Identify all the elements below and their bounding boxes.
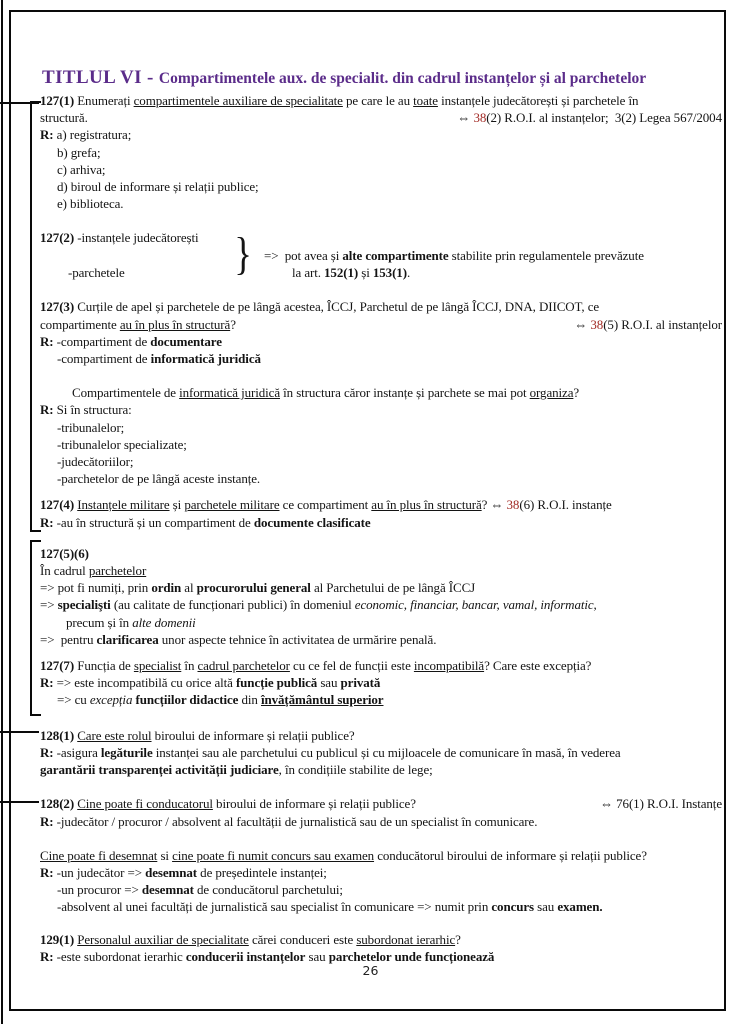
vertical-gap bbox=[40, 709, 722, 727]
text-line: R: -asigura legăturile instanței sau ale parchetului cu publicul și cu mijloacele de comunicare în masă, în vederea bbox=[40, 744, 621, 760]
text-line: => specialişti (au calitate de funcționari publici) în domeniul economic, financiar, bancar, vamal, informatic, bbox=[40, 597, 597, 613]
text-line: -parchetelor de pe lângă aceste instanțe. bbox=[57, 471, 261, 487]
text-line: garantării transparenței activității judiciare, în condițiile stabilite de lege; bbox=[40, 762, 433, 778]
line-left-text: structură. bbox=[40, 110, 88, 126]
text-line: b) grefa; bbox=[57, 144, 101, 160]
cross-reference: ⇔ 76(1) R.O.I. Instanțe bbox=[600, 796, 722, 812]
text-line: 127(7) Funcția de specialist în cadrul parchetelor cu ce fel de funcții este incompatibilă? Care este excepția? bbox=[40, 658, 592, 674]
text-line: -absolvent al unei facultăți de jurnalistică sau specialist în comunicare => numit prin concurs sau examen. bbox=[57, 899, 603, 915]
text-line: 129(1) Personalul auxiliar de specialitate cărei conduceri este subordonat ierarhic? bbox=[40, 931, 461, 947]
text-line: R: -un judecător => desemnat de președintele instanței; bbox=[40, 864, 327, 880]
vertical-gap bbox=[40, 648, 722, 657]
text-line: În cadrul parchetelor bbox=[40, 563, 147, 579]
document-content bbox=[40, 92, 722, 965]
line-left-text: compartimente au în plus în structură? bbox=[40, 316, 236, 332]
margin-marker-line bbox=[0, 731, 39, 733]
text-line: Cine poate fi desemnat si cine poate fi numit concurs sau examen conducătorul biroului de informare și relații publice? bbox=[40, 847, 647, 863]
vertical-gap bbox=[40, 778, 722, 795]
text-line: R: -judecător / procuror / absolvent al facultății de jurnalistică sau de un specialist în comunicare. bbox=[40, 813, 538, 829]
title-prefix: TITLUL VI - bbox=[42, 67, 159, 88]
text-line: la art. 152(1) și 153(1). bbox=[291, 264, 411, 280]
text-line: -judecătoriilor; bbox=[57, 454, 134, 470]
page-number: 26 bbox=[362, 963, 379, 978]
text-line: R: -au în structură și un compartiment de documente clasificate bbox=[40, 514, 371, 530]
text-line: R: a) registratura; bbox=[40, 127, 132, 143]
text-line: -un procuror => desemnat de conducătorul parchetului; bbox=[57, 882, 343, 898]
text-line: 127(1) Enumerați compartimentele auxiliare de specialitate pe care le au toate instanțele judecătorești și parchetele în bbox=[40, 93, 639, 108]
vertical-gap bbox=[40, 367, 722, 384]
text-line: 127(2) -instanțele judecătorești bbox=[40, 230, 199, 246]
text-line: -tribunalelor; bbox=[57, 419, 125, 435]
text-line-with-reference bbox=[40, 109, 722, 126]
text-line: precum și în alte domenii bbox=[66, 614, 196, 630]
brace-group bbox=[40, 229, 722, 281]
line-left-text: 128(2) Cine poate fi conducatorul biroului de informare și relații publice? bbox=[40, 796, 416, 812]
vertical-gap bbox=[40, 830, 722, 847]
page-title bbox=[42, 54, 646, 91]
vertical-gap bbox=[40, 487, 722, 496]
text-line: R: -compartiment de documentare bbox=[40, 333, 222, 349]
text-line: d) biroul de informare și relații publice; bbox=[57, 179, 259, 195]
text-line: => cu excepția funcțiilor didactice din învățământul superior bbox=[57, 692, 384, 708]
text-line: -compartiment de informatică juridică bbox=[57, 351, 261, 367]
text-line-with-reference bbox=[40, 795, 722, 812]
text-line: -tribunalelor specializate; bbox=[57, 436, 187, 452]
text-line: => pentru clarificarea unor aspecte tehnice în activitatea de urmărire penală. bbox=[40, 631, 437, 647]
text-line: => pot fi numiți, prin ordin al procurorului general al Parchetului de pe lângă ÎCCJ bbox=[40, 580, 476, 596]
cross-reference: ⇔ 38(2) R.O.I. al instanțelor; 3(2) Legea 567/2004 bbox=[457, 110, 722, 126]
text-line: -parchetele bbox=[68, 265, 125, 281]
title-main: Compartimentele aux. de specialit. din cadrul instanțelor și al parchetelor bbox=[158, 70, 647, 87]
text-line: e) biblioteca. bbox=[57, 196, 124, 212]
curly-brace-icon: } bbox=[234, 228, 252, 280]
cross-reference: ⇔ 38(5) R.O.I. al instanțelor bbox=[574, 316, 722, 332]
text-line: 127(3) Curțile de apel și parchetele de pe lângă acestea, ÎCCJ, Parchetul de pe lângă ÎCCJ, DNA, DIICOT, ce bbox=[40, 299, 600, 315]
text-line: Compartimentele de informatică juridică în structura căror instanțe și parchete se mai pot organiza? bbox=[72, 385, 580, 401]
vertical-gap bbox=[40, 281, 722, 298]
text-line: R: => este incompatibilă cu orice altă funcție publică sau privată bbox=[40, 675, 381, 691]
text-line: 128(1) Care este rolul biroului de informare și relații publice? bbox=[40, 727, 355, 743]
text-line: => pot avea și alte compartimente stabilite prin regulamentele prevăzute bbox=[263, 247, 644, 263]
vertical-gap bbox=[40, 212, 722, 229]
vertical-gap bbox=[40, 916, 722, 931]
text-line-with-reference bbox=[40, 316, 722, 333]
brace-right-column bbox=[264, 229, 644, 281]
text-line: 127(4) Instanțele militare și parchetele militare ce compartiment au în plus în structură? ⇔ 38(6) R.O.I. instanțe bbox=[40, 497, 612, 513]
text-line: c) arhiva; bbox=[57, 161, 106, 177]
text-line: R: Si în structura: bbox=[40, 402, 132, 418]
vertical-gap bbox=[40, 531, 722, 545]
brace-left-column bbox=[40, 229, 232, 281]
text-line: R: -este subordonat ierarhic conducerii instanțelor sau parchetelor unde funcționează bbox=[40, 948, 495, 964]
margin-marker-line bbox=[0, 801, 39, 803]
text-line: 127(5)(6) bbox=[40, 545, 89, 561]
scan-edge-line bbox=[1, 0, 3, 1024]
